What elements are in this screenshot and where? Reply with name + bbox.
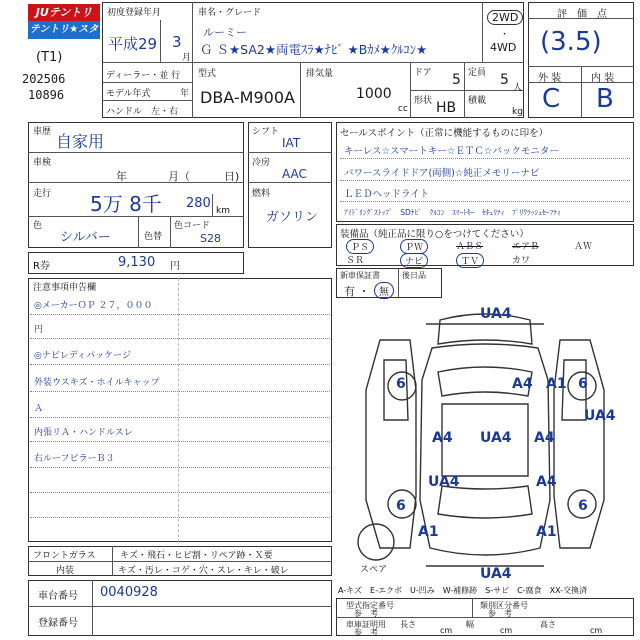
capacity-label: 定員 — [468, 68, 487, 78]
notes-block — [28, 278, 332, 542]
shape: HB — [436, 100, 457, 116]
equip-ps: ＰＳ — [346, 239, 374, 254]
width-unit: cm — [500, 626, 513, 635]
after-item-label: 後日品 — [402, 271, 426, 280]
load-label: 積載 — [468, 96, 487, 106]
damage-rear-right-quarter: A1 — [536, 524, 557, 540]
warranty-label: 新車保証書 — [340, 271, 380, 280]
model-year-label: モデル年式 — [106, 89, 151, 99]
type-number-ref: 参 考 — [354, 609, 378, 618]
damage-left-rear-wheel: 6 — [396, 498, 406, 514]
drive-4wd: 4WD — [490, 41, 517, 54]
equip-abs: ＡＢＳ — [456, 242, 484, 252]
drive-dot: ・ — [500, 30, 510, 40]
damage-left-rear-door: UA4 — [428, 474, 460, 490]
recycle-unit: 円 — [170, 261, 180, 272]
interior-grade: B — [596, 84, 614, 114]
selling-point-2: パワースライドドア(両側)☆純正メモリーナビ — [344, 168, 540, 179]
color-value: シルバー — [60, 230, 111, 245]
equip-tv: ＴＶ — [456, 253, 484, 268]
note-3: ◎ナビレディパッケージ — [34, 351, 131, 361]
usage-label: 車歴 — [33, 127, 52, 137]
selling-point-1: キーレス☆スマートキー☆ＥＴＣ☆バックモニター — [344, 146, 559, 157]
notes-title: 注意事項申告欄 — [33, 283, 97, 293]
type-number-label: 型式指定番号 — [346, 601, 394, 610]
lot-number: 202506 — [22, 72, 66, 86]
selling-point-3: ＬＥＤヘッドライト — [344, 189, 430, 200]
equip-navi: ナビ — [400, 253, 428, 268]
lot-sub-number: 10896 — [28, 88, 65, 102]
registration-label: 初度登録年月 — [107, 8, 162, 18]
equip-airbag: エアＢ — [512, 242, 540, 252]
capacity-unit: 人 — [513, 83, 523, 93]
spare-label: スペア — [360, 565, 388, 575]
doors: 5 — [452, 72, 461, 88]
damage-rear: UA4 — [480, 566, 512, 582]
note-2: 円 — [34, 325, 44, 335]
fuel-label: 燃料 — [252, 189, 271, 199]
displacement-unit: cc — [398, 104, 408, 114]
equipment-title: 装備品（純正品に限り○をつけてください） — [340, 229, 529, 240]
damage-right-door: A4 — [534, 430, 555, 446]
shift-label: シフト — [252, 127, 280, 137]
note-7: 右ルーフピラーＢ３ — [34, 454, 115, 464]
dealer-label: ディーラー・並 行 — [106, 71, 181, 81]
note-1: ◎メーカーＯＰ ２７，０００ — [34, 301, 153, 311]
aircon-value: AAC — [282, 167, 307, 181]
length-unit: cm — [440, 626, 453, 635]
damage-front-left-fender: A4 — [512, 376, 533, 392]
equip-aw: ＡＷ — [574, 242, 593, 252]
spare-tire — [358, 524, 394, 560]
damage-legend: A-キズ E-エクボ U-凹み W-補修跡 S-サビ C-腐食 XX-交換済 — [338, 586, 588, 595]
exterior-grade: C — [542, 84, 561, 114]
color-code: S28 — [200, 232, 221, 245]
garage-cert-ref: 参 考 — [354, 628, 378, 637]
handle-label: ハンドル 左・右 — [106, 107, 179, 117]
inspection-month: 月（ — [168, 170, 190, 183]
displacement-label: 排気量 — [306, 69, 334, 79]
chassis-label: 車台番号 — [38, 591, 78, 602]
selling-point-4: ｱｲﾄﾞﾘﾝｸﾞｽﾄｯﾌﾟ SDﾅﾋﾞ ｸﾙｺﾝ ｽﾏｰﾄｷｰ ｾｷｭﾘﾃｨ ﾌﾟﾘｸﾗｯｼｭｾｰﾌﾃｨ — [344, 208, 561, 217]
height-label: 高さ — [540, 620, 556, 629]
mileage-unit: km — [216, 206, 230, 216]
grade-score: (3.5) — [540, 27, 602, 57]
displacement: 1000 — [356, 86, 392, 102]
logo-line2: テントリ★スター — [28, 21, 100, 39]
registration-month-unit: 月 — [182, 53, 192, 63]
auction-logo — [28, 4, 100, 53]
front-glass-label: フロントガラス — [33, 551, 96, 561]
damage-rear-left-quarter: A1 — [418, 524, 439, 540]
drive-2wd: 2WD — [487, 10, 523, 25]
garage-cert-label: 車庫証明用 — [346, 620, 386, 629]
note-4: 外装ウスキズ・ホイルキャップ — [34, 378, 160, 388]
inspection-year: 年 — [116, 170, 127, 183]
note-5: Ａ — [34, 404, 44, 414]
model-type-label: 型式 — [198, 69, 217, 79]
damage-right-rear-wheel: 6 — [578, 498, 588, 514]
car-name-label: 車名・グレード — [198, 8, 262, 18]
warranty-none: 無 — [374, 282, 394, 299]
inspection-label: 車検 — [33, 158, 52, 168]
mileage-label: 走行 — [33, 189, 52, 199]
interior-grade-label: 内 装 — [591, 73, 615, 84]
car-grade: Ｇ Ｓ★SA2★両電ｽﾗ★ﾅﾋﾞ ★Bｶﾒ★ｸﾙｺﾝ★ — [200, 42, 428, 57]
height-unit: cm — [590, 626, 603, 635]
class-number-label: 類別区分番号 — [480, 601, 528, 610]
doors-label: ドア — [414, 68, 432, 78]
damage-roof: UA4 — [480, 430, 512, 446]
car-right-side — [554, 340, 604, 548]
mileage-big: 5万 8千 — [90, 192, 162, 216]
grade-label: 評 価 点 — [557, 9, 607, 20]
interior-desc: キズ・汚レ・コゲ・穴・スレ・キレ・破レ — [118, 566, 289, 576]
damage-right-front-wheel: 6 — [578, 376, 588, 392]
length-label: 長さ — [400, 620, 416, 629]
color-change-label: 色替 — [144, 232, 163, 242]
load-unit: kg — [512, 107, 523, 117]
warranty-yes: 有 ・ — [344, 285, 370, 298]
damage-right-rear-door: A4 — [536, 474, 557, 490]
equip-pw: ＰＷ — [400, 239, 428, 254]
logo-line1: JUテントリ — [28, 4, 100, 21]
chassis-number: 0040928 — [100, 585, 158, 600]
damage-front: UA4 — [480, 306, 512, 322]
lot-code: (T1) — [36, 50, 63, 65]
note-6: 内張リＡ・ハンドルスレ — [34, 428, 133, 438]
model-type: DBA-M900A — [200, 88, 295, 107]
class-number-ref: 参 考 — [488, 609, 512, 618]
selling-points-title: セールスポイント（正常に機能するものに印を） — [340, 128, 549, 139]
inspection-day: 日) — [224, 170, 240, 183]
registration-number-label: 登録番号 — [38, 618, 78, 629]
equip-sr: ＳＲ — [346, 256, 365, 266]
aircon-label: 冷房 — [252, 158, 271, 168]
damage-left-door: A4 — [432, 430, 453, 446]
registration-era: 平成29 — [108, 35, 158, 53]
shift-value: IAT — [282, 136, 301, 150]
model-year-unit: 年 — [180, 89, 190, 99]
shape-label: 形状 — [414, 96, 433, 106]
car-name: ルーミー — [203, 26, 247, 39]
exterior-grade-label: 外 装 — [538, 73, 562, 84]
damage-left-front-wheel: 6 — [396, 376, 406, 392]
front-glass-desc: キズ・飛石・ヒビ割・リペア跡・Ｘ要 — [120, 551, 273, 561]
interior-label: 内装 — [56, 566, 75, 576]
color-label: 色 — [33, 221, 43, 231]
recycle-label: R券 — [33, 261, 50, 272]
damage-right-side-upper: UA4 — [584, 408, 616, 424]
car-rear-glass — [438, 486, 532, 518]
capacity: 5 — [500, 72, 509, 88]
fuel-value: ガソリン — [266, 210, 319, 225]
width-label: 幅 — [466, 620, 474, 629]
recycle-value: 9,130 — [118, 255, 156, 270]
mileage-value: 280 — [186, 196, 211, 211]
color-code-label: 色コード — [174, 221, 211, 231]
registration-month: 3 — [172, 33, 182, 51]
usage-value: 自家用 — [56, 132, 105, 151]
damage-front-right-fender: A1 — [546, 376, 567, 392]
equip-leather: カワ — [512, 256, 531, 266]
